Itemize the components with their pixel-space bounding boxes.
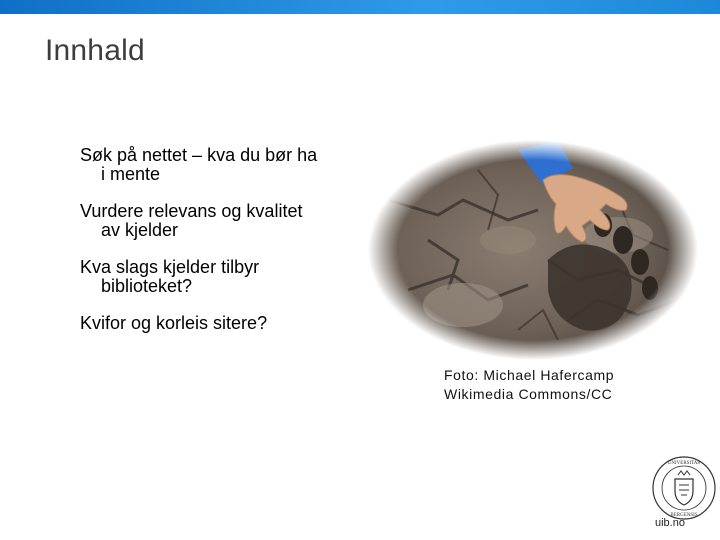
slide-title: Innhald [45,34,145,67]
bullet-text: Vurdere relevans og kvalitet [80,201,303,221]
bullet-item [80,202,380,240]
dinosaur-footprint-photo [368,140,698,360]
caption-license: Wikimedia Commons/CC [444,386,613,402]
bullet-item [80,314,380,333]
bullet-item [80,258,380,296]
bullet-text-continued: biblioteket? [101,276,193,296]
svg-text:BERGENSIS: BERGENSIS [670,513,698,518]
bullet-text-continued: i mente [101,164,161,184]
caption-credit: Foto: Michael Hafercamp [444,367,615,383]
footer-url: uib.no [655,517,685,529]
bullet-text: Kva slags kjelder tilbyr [80,257,260,277]
bullet-text-continued: av kjelder [101,220,179,240]
top-accent-bar [0,0,720,14]
bullet-list [80,146,380,351]
bullet-text: Søk på nettet – kva du bør ha [80,145,318,165]
bullet-text: Kvifor og korleis sitere? [80,313,268,333]
photo-caption [444,366,614,404]
university-seal-logo [651,455,717,521]
bullet-item [80,146,380,184]
svg-text:UNIVERSITAS: UNIVERSITAS [667,461,701,466]
